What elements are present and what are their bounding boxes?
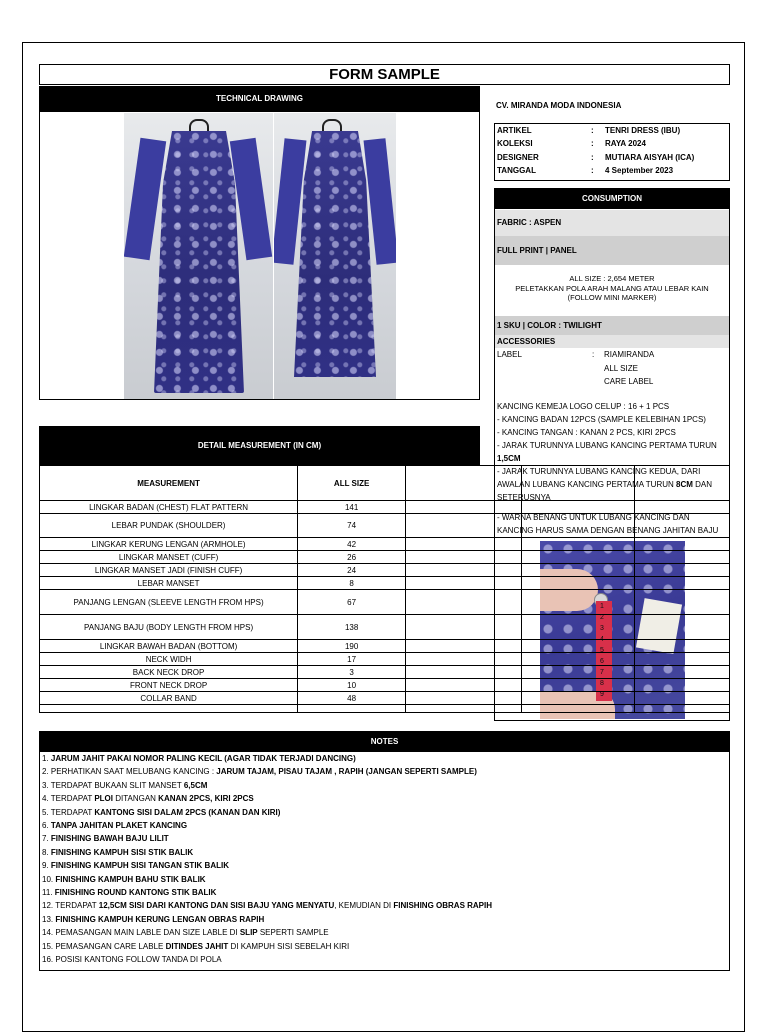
measurement-name: NECK WIDH [40, 653, 298, 666]
note-item [42, 752, 728, 765]
note-text: 6,5CM [183, 780, 208, 790]
empty-cell [521, 577, 634, 590]
empty-cell [406, 615, 522, 640]
note-text: FINISHING BAWAH BAJU LILIT [50, 834, 169, 844]
empty-cell [521, 538, 634, 551]
info-value: RAYA 2024 [605, 139, 646, 148]
measurement-value: 24 [298, 564, 406, 577]
label-value: ALL SIZE [604, 364, 638, 373]
info-label: DESIGNER [497, 153, 539, 162]
empty-cell [521, 466, 634, 501]
fabric-row: FABRIC : ASPEN [495, 210, 729, 236]
measurement-name: LEBAR MANSET [40, 577, 298, 590]
table-row [40, 577, 730, 590]
empty-cell [406, 501, 522, 514]
table-row [40, 653, 730, 666]
empty-cell [406, 640, 522, 653]
note-number: 14. [42, 928, 56, 938]
note-item [42, 926, 728, 939]
empty-cell [406, 577, 522, 590]
empty-cell [634, 615, 729, 640]
note-number: 12. [42, 901, 56, 911]
spec-text: 8CM [676, 480, 693, 489]
note-number: 5. [42, 807, 51, 817]
ruler-tick-label: 6 [600, 658, 604, 665]
info-sep: : [591, 153, 594, 162]
measurement-value: 67 [298, 590, 406, 615]
measurement-name: LINGKAR KERUNG LENGAN (ARMHOLE) [40, 538, 298, 551]
spec-text: AWALAN LUBANG KANCING PERTAMA TURUN [497, 480, 676, 489]
technical-drawing-header: TECHNICAL DRAWING [39, 86, 480, 112]
note-text: TERDAPAT BUKAAN SLIT MANSET [50, 780, 184, 790]
info-value: MUTIARA AISYAH (ICA) [605, 153, 695, 162]
note-text: SEPERTI SAMPLE [257, 928, 329, 938]
note-number: 15. [42, 941, 56, 951]
spec-line: - KANCING BADAN 12PCS (SAMPLE KELEBIHAN 1PCS) [497, 415, 706, 424]
empty-cell [634, 538, 729, 551]
note-number: 8. [42, 847, 51, 857]
note-text: TERDAPAT [55, 901, 99, 911]
note-number: 1. [42, 754, 51, 763]
spec-line: - KANCING TANGAN : KANAN 2 PCS, KIRI 2PCS [497, 428, 676, 437]
label-sep: : [592, 350, 595, 359]
note-text: FINISHING KAMPUH SISI STIK BALIK [50, 847, 194, 857]
spec-line: KANCING HARUS SAMA DENGAN BENANG JAHITAN BAJU [497, 526, 719, 535]
measurement-name: LINGKAR MANSET (CUFF) [40, 551, 298, 564]
measurement-value: 42 [298, 538, 406, 551]
note-text: FINISHING KAMPUH BAHU STIK BALIK [55, 874, 206, 884]
measurement-header: DETAIL MEASUREMENT (IN CM) [39, 426, 480, 465]
empty-cell [406, 692, 522, 705]
empty-cell [406, 666, 522, 679]
measurement-name: FRONT NECK DROP [40, 679, 298, 692]
info-sep: : [591, 139, 594, 148]
measurement-name: LEBAR PUNDAK (SHOULDER) [40, 514, 298, 538]
measurement-name: BACK NECK DROP [40, 666, 298, 679]
empty-cell [634, 514, 729, 538]
empty-cell [634, 551, 729, 564]
note-item [42, 792, 728, 805]
note-item [42, 819, 728, 832]
form-title: FORM SAMPLE [39, 64, 730, 85]
note-text: DITANGAN [112, 794, 159, 804]
measurement-value: 141 [298, 501, 406, 514]
measurement-value: 138 [298, 615, 406, 640]
note-item [42, 859, 728, 872]
note-number: 16. [42, 955, 56, 965]
measurement-value: 26 [298, 551, 406, 564]
info-value: 4 September 2023 [605, 166, 674, 175]
note-text: TERDAPAT [50, 807, 95, 817]
info-label: KOLEKSI [497, 139, 533, 148]
empty-cell [406, 466, 522, 501]
note-item [42, 832, 728, 845]
empty-cell [634, 653, 729, 666]
empty-cell [406, 514, 522, 538]
print-row: FULL PRINT | PANEL [495, 236, 729, 265]
spec-line: - JARAK TURUNNYA LUBANG KANCING PERTAMA TURUN [497, 441, 717, 450]
table-row [40, 514, 730, 538]
ruler-tick-label: 7 [600, 669, 604, 676]
note-text: FINISHING OBRAS RAPIH [393, 901, 493, 911]
note-text: FINISHING KAMPUH KERUNG LENGAN OBRAS RAPIH [55, 914, 265, 924]
note-item [42, 779, 728, 792]
measurement-value: 48 [298, 692, 406, 705]
note-item [42, 940, 728, 953]
table-row-empty [40, 705, 730, 713]
accessories-row: ACCESSORIES [495, 335, 729, 348]
note-item [42, 953, 728, 966]
measurement-value: 74 [298, 514, 406, 538]
note-number: 2. [42, 767, 51, 777]
measurement-name: COLLAR BAND [40, 692, 298, 705]
measurement-value: 3 [298, 666, 406, 679]
note-number: 10. [42, 874, 56, 884]
note-item [42, 846, 728, 859]
note-text: DI KAMPUH SISI SEBELAH KIRI [228, 941, 350, 951]
measurement-name: LINGKAR MANSET JADI (FINISH CUFF) [40, 564, 298, 577]
note-text: KANAN 2PCS, KIRI 2PCS [158, 794, 254, 804]
measurement-header-row [40, 466, 730, 501]
empty-cell [406, 653, 522, 666]
note-text: 12,5CM SISI DARI KANTONG DAN SISI BAJU YANG MENYATU [98, 901, 335, 911]
note-text: FINISHING ROUND KANTONG STIK BALIK [54, 888, 217, 898]
empty-cell [634, 577, 729, 590]
company-name: CV. MIRANDA MODA INDONESIA [496, 101, 622, 110]
note-item [42, 899, 728, 912]
note-text: TANPA JAHITAN PLAKET KANCING [50, 821, 188, 831]
spec-text: DAN [692, 480, 713, 489]
empty-cell [521, 640, 634, 653]
note-number: 13. [42, 914, 56, 924]
empty-cell [521, 653, 634, 666]
ruler-tick-label: 4 [600, 636, 604, 643]
info-label: TANGGAL [497, 166, 536, 175]
empty-cell [634, 501, 729, 514]
size-line: ALL SIZE : 2,654 METER [569, 274, 655, 283]
hanger-icon [322, 119, 342, 133]
empty-cell [634, 590, 729, 615]
note-item [42, 913, 728, 926]
note-text: TERDAPAT [50, 794, 95, 804]
note-number: 6. [42, 821, 51, 831]
ruler-tick-label: 3 [600, 625, 604, 632]
info-sep: : [591, 126, 594, 135]
empty-cell [406, 705, 522, 713]
measurement-name: LINGKAR BAWAH BADAN (BOTTOM) [40, 640, 298, 653]
notes-list [42, 752, 728, 967]
notes-header: NOTES [39, 731, 730, 752]
table-row [40, 564, 730, 577]
empty-cell [634, 679, 729, 692]
measurement-value: 190 [298, 640, 406, 653]
note-text: PERHATIKAN SAAT MELUBANG KANCING : [50, 767, 217, 777]
table-row [40, 538, 730, 551]
empty-cell [634, 666, 729, 679]
table-row [40, 551, 730, 564]
table-row [40, 640, 730, 653]
info-label: ARTIKEL [497, 126, 532, 135]
table-row [40, 679, 730, 692]
empty-cell [406, 590, 522, 615]
table-row [40, 501, 730, 514]
measurement-table [39, 465, 730, 713]
spec-line: - WARNA BENANG UNTUK LUBANG KANCING DAN [497, 513, 690, 522]
col-measurement: MEASUREMENT [40, 466, 298, 501]
note-text: PEMASANGAN CARE LABLE [55, 941, 166, 951]
note-number: 4. [42, 794, 51, 804]
info-sep: : [591, 166, 594, 175]
note-number: 11. [42, 888, 55, 898]
note-text: , KEMUDIAN DI [334, 901, 394, 911]
measurement-name: PANJANG LENGAN (SLEEVE LENGTH FROM HPS) [40, 590, 298, 615]
empty-cell [406, 679, 522, 692]
note-number: 9. [42, 861, 51, 871]
label-value: CARE LABEL [604, 377, 654, 386]
empty-cell [40, 705, 298, 713]
note-text: JARUM TAJAM, PISAU TAJAM , RAPIH (JANGAN SEPERTI SAMPLE) [216, 767, 477, 777]
consumption-header: CONSUMPTION [494, 188, 730, 209]
empty-cell [521, 679, 634, 692]
empty-cell [406, 551, 522, 564]
empty-cell [406, 538, 522, 551]
table-row [40, 590, 730, 615]
empty-cell [521, 705, 634, 713]
empty-cell [521, 666, 634, 679]
ruler-tick-label: 2 [600, 614, 604, 621]
empty-cell [634, 564, 729, 577]
note-text: PLOI [94, 794, 113, 804]
note-text: POSISI KANTONG FOLLOW TANDA DI POLA [55, 955, 222, 965]
measurement-value: 8 [298, 577, 406, 590]
label-value: RIAMIRANDA [604, 350, 655, 359]
empty-cell [521, 615, 634, 640]
empty-cell [521, 551, 634, 564]
measurement-name: PANJANG BAJU (BODY LENGTH FROM HPS) [40, 615, 298, 640]
note-text: KANTONG SISI DALAM 2PCS (KANAN DAN KIRI) [94, 807, 281, 817]
spec-line: SETERUSNYA [497, 493, 551, 502]
note-item [42, 765, 728, 778]
col-allsize: ALL SIZE [298, 466, 406, 501]
ruler-tick-label: 1 [600, 603, 604, 610]
empty-cell [406, 564, 522, 577]
empty-cell [521, 590, 634, 615]
info-value: TENRI DRESS (IBU) [605, 126, 681, 135]
measurement-name: LINGKAR BADAN (CHEST) FLAT PATTERN [40, 501, 298, 514]
note-number: 7. [42, 834, 51, 844]
note-item [42, 886, 728, 899]
hanger-icon [189, 119, 209, 133]
table-row [40, 666, 730, 679]
empty-cell [521, 514, 634, 538]
ruler-tick-label: 9 [600, 691, 604, 698]
spec-line: KANCING KEMEJA LOGO CELUP : 16 + 1 PCS [497, 402, 670, 411]
measurement-value: 10 [298, 679, 406, 692]
note-text: JARUM JAHIT PAKAI NOMOR PALING KECIL (AGAR TIDAK TERJADI DANCING) [50, 754, 356, 763]
table-row [40, 615, 730, 640]
empty-cell [521, 692, 634, 705]
note-item [42, 806, 728, 819]
table-row [40, 692, 730, 705]
empty-cell [521, 564, 634, 577]
note-text: FINISHING KAMPUH SISI TANGAN STIK BALIK [50, 861, 229, 871]
empty-cell [634, 692, 729, 705]
empty-cell [634, 466, 729, 501]
article-info-box [494, 123, 730, 181]
size-line: (FOLLOW MINI MARKER) [567, 293, 657, 302]
ruler-tick-label: 5 [600, 647, 604, 654]
label-key: LABEL [497, 350, 522, 359]
empty-cell [634, 705, 729, 713]
size-consumption [495, 274, 729, 303]
sku-row: 1 SKU | COLOR : TWILIGHT [495, 316, 729, 335]
dress-front-photo [124, 113, 273, 399]
measurement-value: 17 [298, 653, 406, 666]
note-number: 3. [42, 780, 51, 790]
empty-cell [298, 705, 406, 713]
spec-line: - JARAK TURUNNYA LUBANG KANCING KEDUA, DARI [497, 467, 701, 476]
note-text: DITINDES JAHIT [165, 941, 229, 951]
note-item [42, 873, 728, 886]
empty-cell [521, 501, 634, 514]
note-text: SLIP [239, 928, 258, 938]
size-line: PELETAKKAN POLA ARAH MALANG ATAU LEBAR KAIN [515, 283, 709, 293]
note-text: PEMASANGAN MAIN LABLE DAN SIZE LABLE DI [55, 928, 240, 938]
ruler-tick-label: 8 [600, 680, 604, 687]
empty-cell [634, 640, 729, 653]
dress-back-photo [274, 113, 396, 399]
spec-line: 1,5CM [497, 454, 521, 463]
